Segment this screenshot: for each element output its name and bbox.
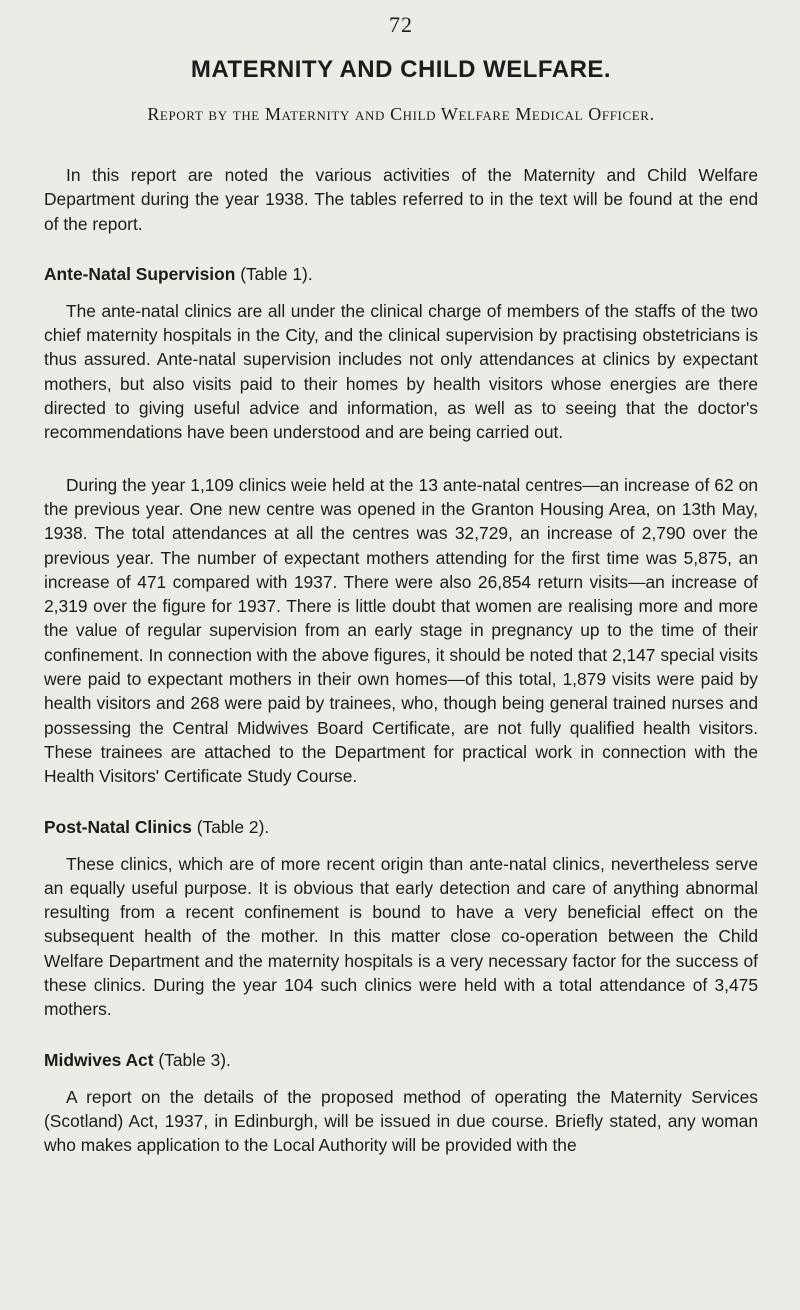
section-heading-midwives [44,1050,758,1071]
page-title: MATERNITY AND CHILD WELFARE. [190,56,612,83]
section-heading-postnatal-title: Post-Natal Clinics [44,816,192,837]
postnatal-paragraph-1: These clinics, which are of more recent origin than ante-natal clinics, nevertheless serve an equally useful purpose. It is obvious that early detection and care of anything abnormal resulting from a recent confinement is bound to have a very beneficial effect on the subsequent health of the mother. In this matter close co-operation between the Child Welfare Department and the maternity hospitals is a very necessary factor for the success of these clinics. During the year 104 such clinics were held with a total attendance of 3,475 mothers. [44,853,758,1020]
section-heading-postnatal-ref: (Table 2). [196,816,270,837]
section-heading-midwives-ref: (Table 3). [158,1049,231,1070]
section-heading-antenatal [44,264,758,285]
intro-paragraph: In this report are noted the various activities of the Maternity and Child Welfare Department during the year 1938. The tables referred to in the text will be found at the end of the report. [44,165,758,234]
section-heading-midwives-title: Midwives Act [44,1049,154,1070]
page-number: 72 [389,12,413,37]
section-heading-antenatal-ref: (Table 1). [240,263,313,284]
section-heading-antenatal-title: Ante-Natal Supervision [44,263,236,284]
antenatal-paragraph-1: The ante-natal clinics are all under the clinical charge of members of the staffs of the two chief maternity hospitals in the City, and the clinical supervision by practising obstetricians is thus assured. Ante-natal supervision includes not only attendances at clinics by expectant mothers, but also visits paid to their homes by health visitors whose energies are there directed to giving useful advice and information, as well as to seeing that the doctor's recommendations have been understood and are being carried out. [44,300,758,443]
report-subtitle: Report by the Maternity and Child Welfare Medical Officer. [147,104,655,124]
section-heading-postnatal [44,817,758,838]
midwives-paragraph-1: A report on the details of the proposed method of operating the Maternity Services (Scotland) Act, 1937, in Edinburgh, will be issued in due course. Briefly stated, any woman who makes application to the Local Authority will be provided with the [44,1086,758,1156]
document-page [44,12,758,1186]
antenatal-paragraph-2: During the year 1,109 clinics weie held at the 13 ante-natal centres—an increase of 62 on the previous year. One new centre was opened in the Granton Housing Area, on 13th May, 1938. The total attendances at all the centres was 32,729, an increase of 2,790 over the previous year. The number of expectant mothers attending for the first time was 5,875, an increase of 471 compared with 1937. There were also 26,854 return visits—an increase of 2,319 over the figure for 1937. There is little doubt that women are realising more and more the value of regular supervision from an early stage in pregnancy up to the time of their confinement. In connection with the above figures, it should be noted that 2,147 special visits were paid to expectant mothers in their own homes—of this total, 1,879 visits were paid by health visitors and 268 were paid by trainees, who, though being general trained nurses and possessing the Central Midwives Board Certificate, are not fully qualified health visitors. These trainees are attached to the Department for practical work in connection with the Health Visitors' Certificate Study Course. [44,474,758,787]
